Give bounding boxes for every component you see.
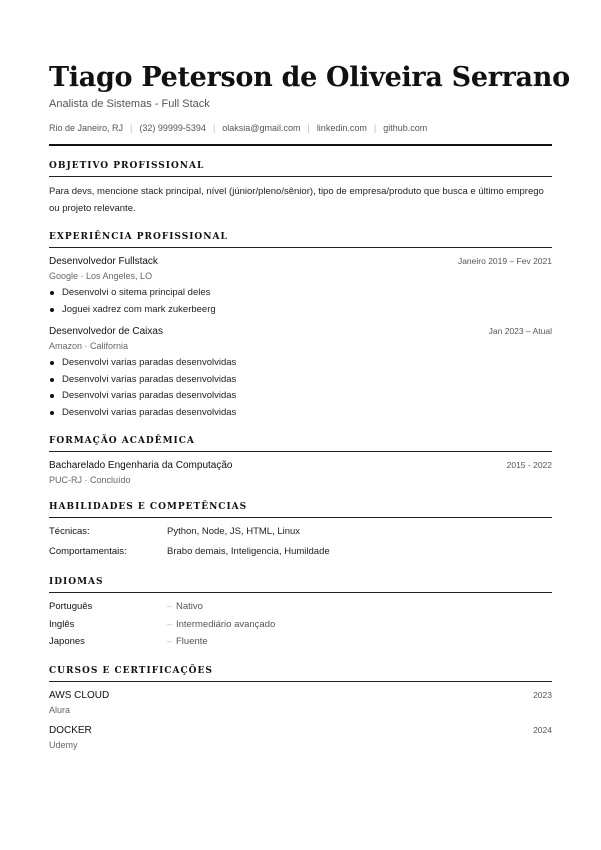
objective-heading: OBJETIVO PROFISSIONAL — [49, 160, 552, 177]
skills-list — [49, 522, 552, 562]
education-entry — [49, 459, 552, 487]
job-dates: Janeiro 2019 – Fev 2021 — [457, 256, 552, 266]
language-dash: – — [167, 636, 173, 647]
candidate-name: Tiago Peterson de Oliveira Serrano — [49, 62, 570, 93]
skill-row — [49, 522, 552, 542]
education-school: PUC-RJ · Concluído — [49, 475, 131, 485]
contact-separator: | — [212, 123, 216, 133]
job-company: Google · Los Angeles, LO — [49, 271, 153, 281]
job-company: Amazon · California — [49, 341, 129, 351]
job-bullet: Desenvolvi o sitema principal deles — [49, 285, 552, 302]
contact-email[interactable]: olaksia@gmail.com — [222, 123, 301, 133]
experience-heading: EXPERIÊNCIA PROFISSIONAL — [49, 231, 552, 248]
language-dash: – — [167, 618, 173, 630]
courses-heading: CURSOS E CERTIFICAÇÕES — [49, 665, 552, 682]
job-bullets — [49, 355, 552, 421]
language-name: Inglês — [49, 618, 75, 630]
job-dates: Jan 2023 – Atual — [488, 326, 552, 336]
education-section — [49, 435, 552, 487]
language-row — [49, 598, 552, 616]
job-bullet: Desenvolvi varias paradas desenvolvidas — [49, 405, 552, 422]
language-level: Intermediário avançado — [176, 618, 276, 630]
course-year: 2023 — [533, 689, 552, 700]
skill-row — [49, 542, 552, 562]
skills-heading: HABILIDADES E COMPETÊNCIAS — [49, 501, 552, 518]
job-bullet: Desenvolvi varias paradas desenvolvidas — [49, 388, 552, 405]
language-level: Nativo — [176, 601, 203, 612]
course-name: AWS CLOUD — [49, 689, 110, 701]
language-row — [49, 616, 552, 634]
candidate-title: Analista de Sistemas - Full Stack — [49, 98, 210, 110]
header-divider — [49, 144, 552, 146]
contact-location: Rio de Janeiro, RJ — [49, 123, 124, 133]
skill-value: Brabo demais, Inteligencia, Humildade — [167, 546, 330, 557]
languages-heading: IDIOMAS — [49, 576, 552, 593]
objective-section — [49, 160, 552, 217]
languages-list — [49, 598, 552, 651]
language-level: Fluente — [176, 636, 208, 647]
job-bullet: Desenvolvi varias paradas desenvolvidas — [49, 355, 552, 372]
experience-section — [49, 231, 552, 421]
education-heading: FORMAÇÃO ACADÊMICA — [49, 435, 552, 452]
objective-text: Para devs, mencione stack principal, nível (júnior/pleno/sênior), tipo de empresa/produto que busca e último emprego ou projeto relevante. — [49, 186, 544, 214]
contact-line — [49, 122, 552, 134]
course-issuer: Alura — [49, 704, 71, 715]
language-row — [49, 633, 552, 651]
skill-label: Técnicas: — [49, 526, 90, 537]
job-bullet: Joguei xadrez com mark zukerbeerg — [49, 302, 552, 319]
resume-page — [49, 60, 570, 752]
education-dates: 2015 - 2022 — [506, 460, 552, 470]
contact-phone: (32) 99999-5394 — [139, 123, 206, 133]
course-entry — [49, 689, 552, 717]
course-entry — [49, 724, 552, 752]
skill-label: Comportamentais: — [49, 546, 127, 557]
course-name: DOCKER — [49, 724, 92, 736]
language-dash: – — [167, 601, 173, 612]
contact-github[interactable]: github.com — [383, 123, 428, 133]
skill-value: Python, Node, JS, HTML, Linux — [167, 526, 301, 537]
skills-section — [49, 501, 552, 562]
job-bullet: Desenvolvi varias paradas desenvolvidas — [49, 372, 552, 389]
languages-section — [49, 576, 552, 651]
course-year: 2024 — [533, 724, 552, 735]
resume-header — [49, 60, 570, 146]
language-name: Português — [49, 601, 93, 612]
education-degree: Bacharelado Engenharia da Computação — [49, 460, 233, 471]
experience-entry — [49, 255, 552, 318]
courses-section — [49, 665, 552, 752]
language-name: Japones — [49, 636, 85, 647]
job-role: Desenvolvedor Fullstack — [49, 256, 158, 267]
contact-linkedin[interactable]: linkedin.com — [316, 123, 367, 133]
job-bullets — [49, 285, 552, 318]
course-issuer: Udemy — [49, 739, 78, 750]
experience-entry — [49, 325, 552, 421]
contact-separator: | — [130, 123, 133, 133]
contact-separator: | — [307, 123, 310, 133]
contact-separator: | — [373, 123, 377, 133]
job-role: Desenvolvedor de Caixas — [49, 326, 163, 337]
